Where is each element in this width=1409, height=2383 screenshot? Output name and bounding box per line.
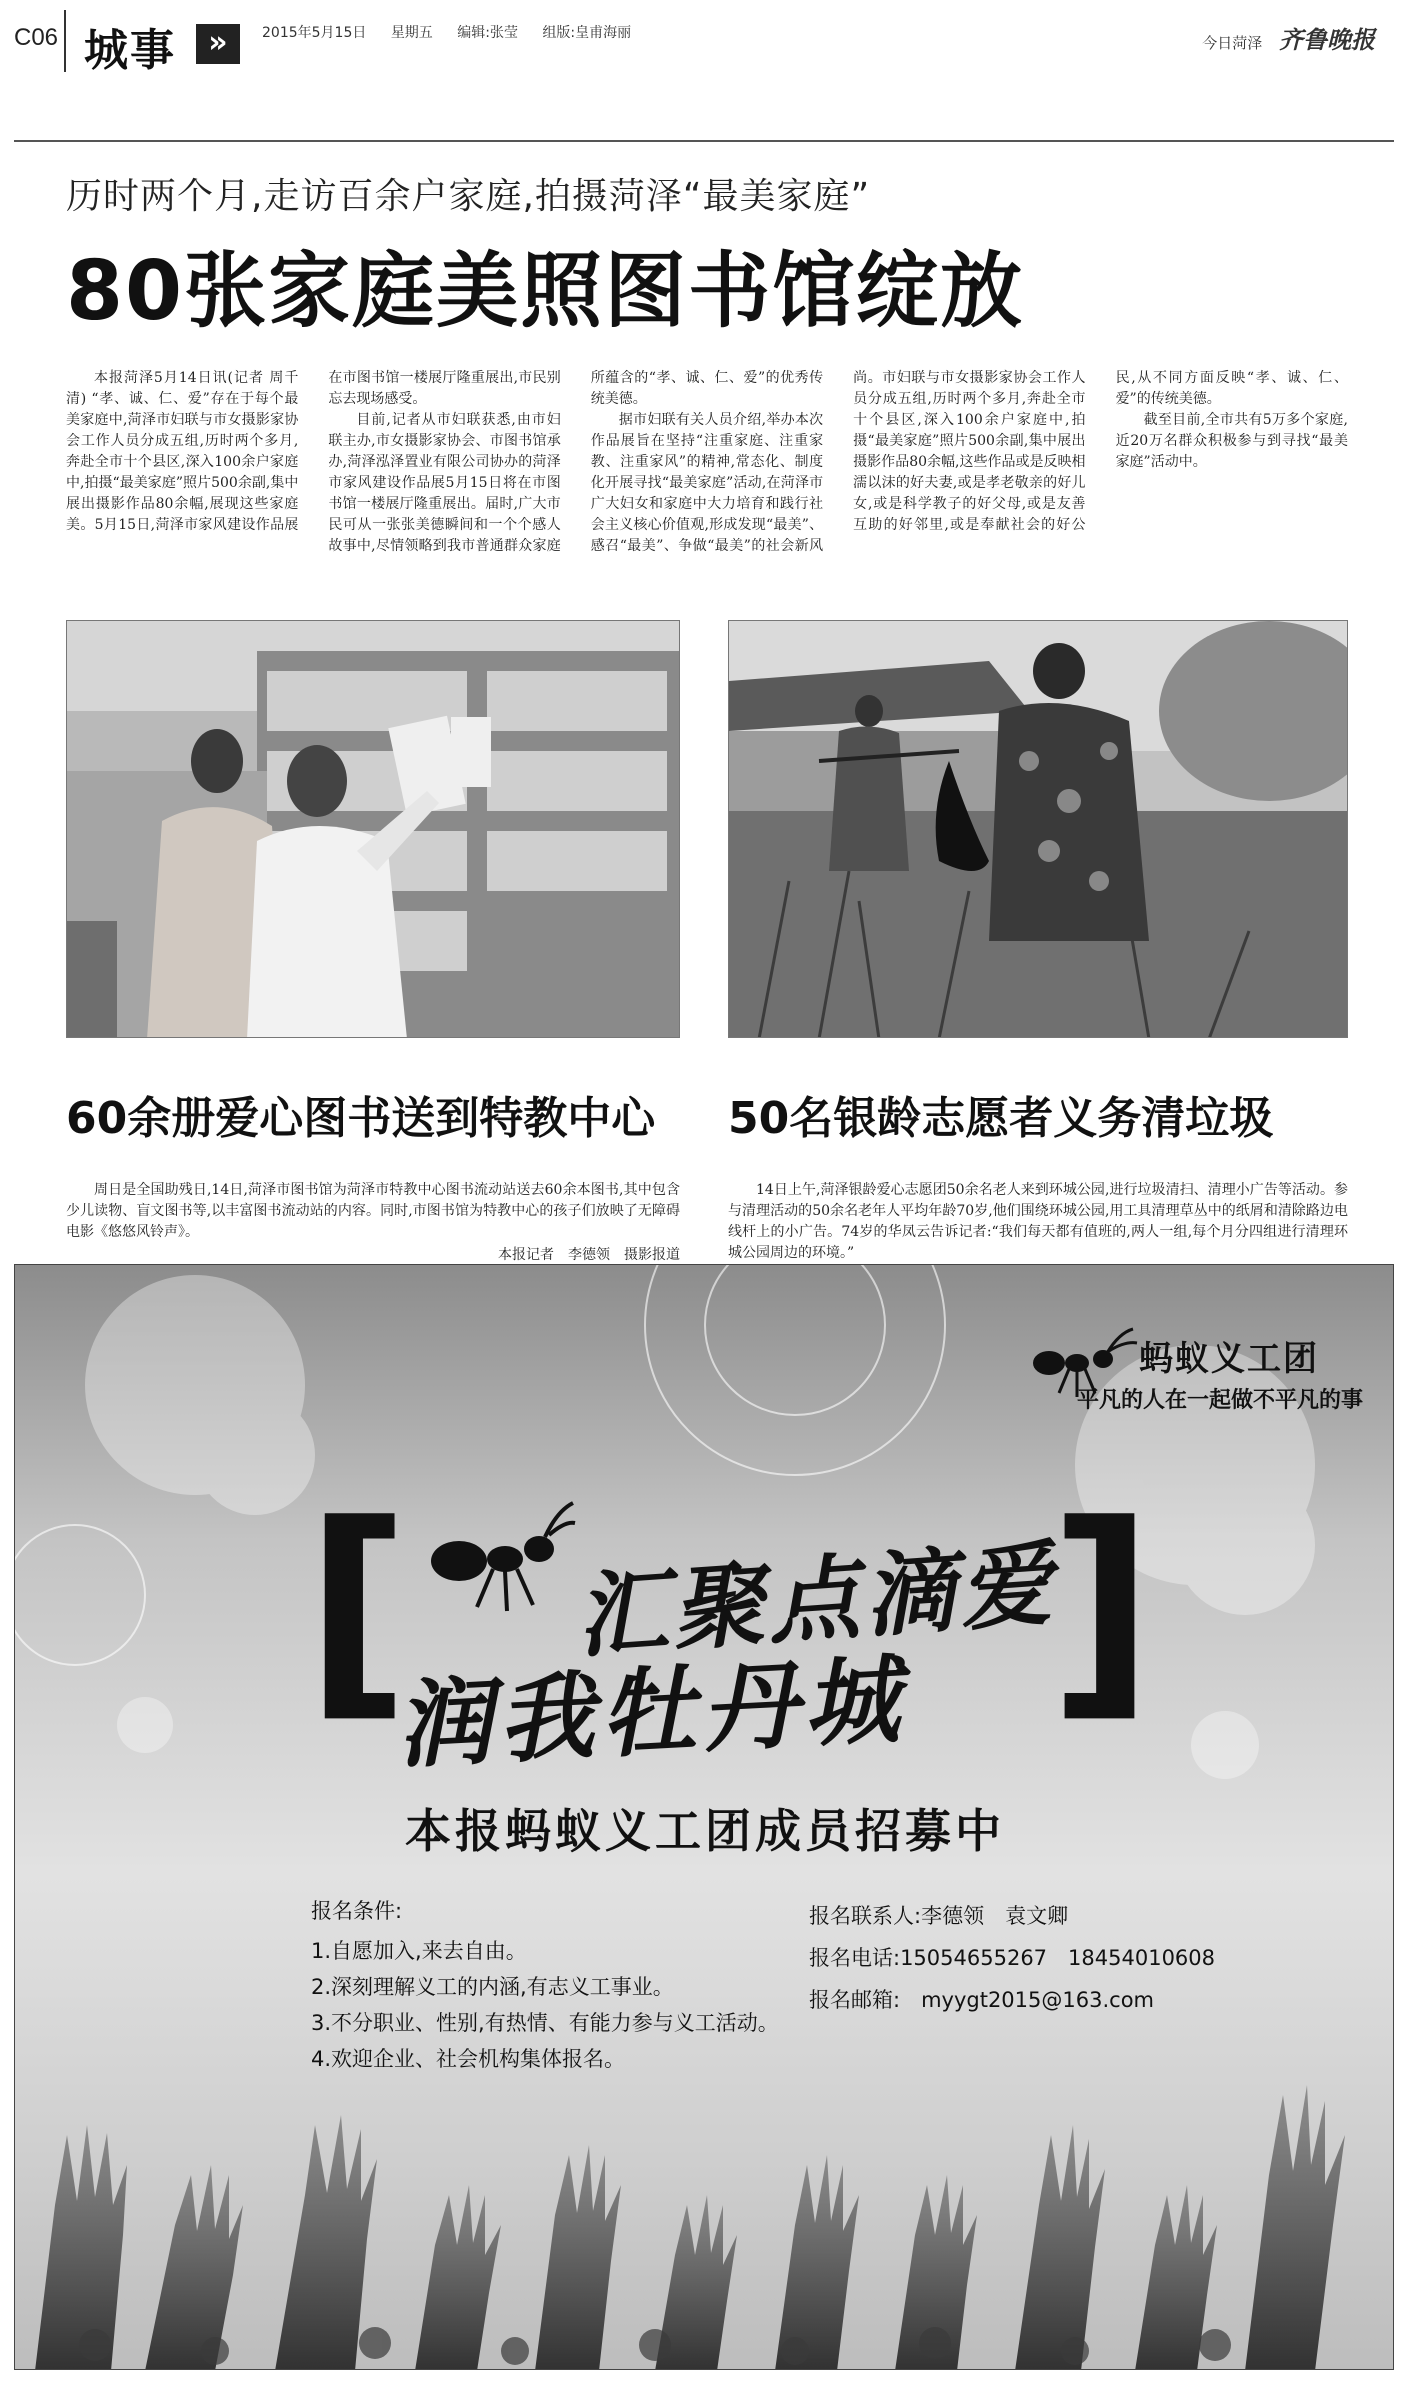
sub-headline-books: 60余册爱心图书送到特教中心	[66, 1093, 656, 1144]
story-kicker: 历时两个月,走访百余户家庭,拍摄菏泽“最美家庭”	[66, 176, 871, 217]
ad-slogan: 平凡的人在一起做不平凡的事	[1076, 1388, 1363, 1413]
condition-item: 1.自愿加入,来去自由。	[311, 1939, 527, 1963]
edition-name: 今日菏泽	[1202, 34, 1263, 52]
story-paragraph: 截至目前,全市共有5万多个家庭,近20万名群众积极参与到寻找“最美家庭”活动中。	[1115, 412, 1348, 470]
contact-person: 报名联系人:李德领 袁文卿	[809, 1904, 1069, 1928]
chevron-right-icon: »	[196, 24, 240, 64]
ad-calligraphy-line2: 润我牡丹城	[392, 1642, 908, 1783]
condition-item: 4.欢迎企业、社会机构集体报名。	[311, 2047, 626, 2071]
layout-credit: 组版:皇甫海丽	[542, 25, 632, 41]
issue-weekday: 星期五	[390, 25, 433, 41]
library-photo-image	[67, 621, 680, 1038]
issue-meta	[262, 22, 651, 42]
raised-hands-graphic	[15, 2025, 1394, 2370]
left-bracket: [	[305, 1476, 411, 1743]
contact-email[interactable]: 报名邮箱: myygt2015@163.com	[809, 1988, 1155, 2012]
story-paragraph: 本报菏泽5月14日讯(记者 周千清) “孝、诚、仁、爱”存在于每个最美家庭中,菏泽市妇联与市女摄影家协会工作人员分成五组,历时两个多月,奔赴全市十个县区,深入100余户家庭中,拍摄“最美家庭”照片500余副,集中展出摄影作品80余幅,展现这些家庭美。5月15日,菏泽市家风建设作品展在市图书馆一楼展厅隆重展出,市民别忘去现场感受。	[66, 370, 561, 533]
masthead	[0, 0, 1409, 90]
story-paragraph: 14日上午,菏泽银龄爱心志愿团50余名老人来到环城公园,进行垃圾清扫、清理小广告等活动。参与清理活动的50余名老年人平均年龄70岁,他们围绕环城公园,用工具清理草丛中的纸屑和清除路边电线杆上的小广告。74岁的华凤云告诉记者:“我们每天都有值班的,两人一组,每个月分四组进行清理环城公园周边的环境。”	[728, 1182, 1348, 1261]
page-number: C06	[14, 24, 59, 51]
right-bracket: ]	[1049, 1476, 1155, 1743]
volunteer-photo	[728, 620, 1348, 1038]
volunteer-photo-image	[729, 621, 1348, 1038]
story-paragraph: 目前,记者从市妇联获悉,由市妇联主办,市女摄影家协会、市图书馆承办,菏泽泓泽置业有限公司协办的菏泽市家风建设作品展5月15日将在市图书馆一楼展厅隆重展出。届时,广大市民可从一张张美德瞬间和一个个感人故事中,尽情领略到我市普通群众家庭所蕴含的“孝、诚、仁、爱”的优秀传统美德。	[328, 370, 824, 554]
issue-date: 2015年5月15日	[262, 25, 367, 41]
ad-team-name: 蚂蚁义工团	[1139, 1339, 1319, 1379]
story-paragraph: 据市妇联有关人员介绍,举办本次作品展旨在坚持“注重家庭、注重家教、注重家风”的精神,常态化、制度化开展寻找“最美家庭”活动,在菏泽市广大妇女和家庭中大力培育和践行社会主义核心价值观,形成发现“最美”、感召“最美”、争做“最美”的社会新风尚。市妇联与市女摄影家协会工作人员分成五组,历时两个多月,奔赴全市十个县区,深入100余户家庭中,拍摄“最美家庭”照片500余副,集中展出摄影作品80余幅,这些作品或是反映相濡以沫的好夫妻,或是孝老敬亲的好儿女,或是科学教子的好父母,或是友善互助的好邻里,或是奉献社会的好公民,从不同方面反映“孝、诚、仁、爱”的传统美德。	[590, 370, 1348, 554]
conditions-title: 报名条件:	[311, 1899, 403, 1923]
library-photo	[66, 620, 680, 1038]
sub-headline-volunteers: 50名银龄志愿者义务清垃圾	[728, 1093, 1274, 1144]
ant-icon	[427, 1497, 577, 1617]
story-books-body	[66, 1180, 680, 1266]
story-headline: 80张家庭美照图书馆绽放	[66, 244, 1025, 339]
ad-calligraphy-line1: 汇聚点滴爱	[572, 1529, 1059, 1671]
section-title: 城事	[84, 25, 176, 76]
condition-item: 2.深刻理解义工的内涵,有志义工事业。	[311, 1975, 674, 1999]
byline: 本报记者 李德领 摄影报道	[498, 1247, 680, 1263]
divider	[64, 10, 66, 72]
recruit-title: 本报蚂蚁义工团成员招募中	[405, 1804, 1005, 1858]
newspaper-logo: 齐鲁晚报	[1279, 25, 1375, 54]
contact-phone: 报名电话:15054655267 18454010608	[809, 1946, 1216, 1970]
editor-credit: 编辑:张莹	[457, 25, 518, 41]
header-rule	[14, 140, 1394, 142]
brand	[1202, 20, 1375, 55]
volunteer-recruitment-ad	[14, 1264, 1394, 2370]
condition-item: 3.不分职业、性别,有热情、有能力参与义工活动。	[311, 2011, 779, 2035]
story-body	[66, 368, 1348, 568]
contact-info	[809, 1895, 1215, 2021]
story-paragraph: 周日是全国助残日,14日,菏泽市图书馆为菏泽市特教中心图书流动站送去60余本图书,其中包含少儿读物、盲文图书等,以丰富图书流动站的内容。同时,市图书馆为特教中心的孩子们放映了无障碍电影《悠悠风铃声》。	[66, 1182, 680, 1240]
